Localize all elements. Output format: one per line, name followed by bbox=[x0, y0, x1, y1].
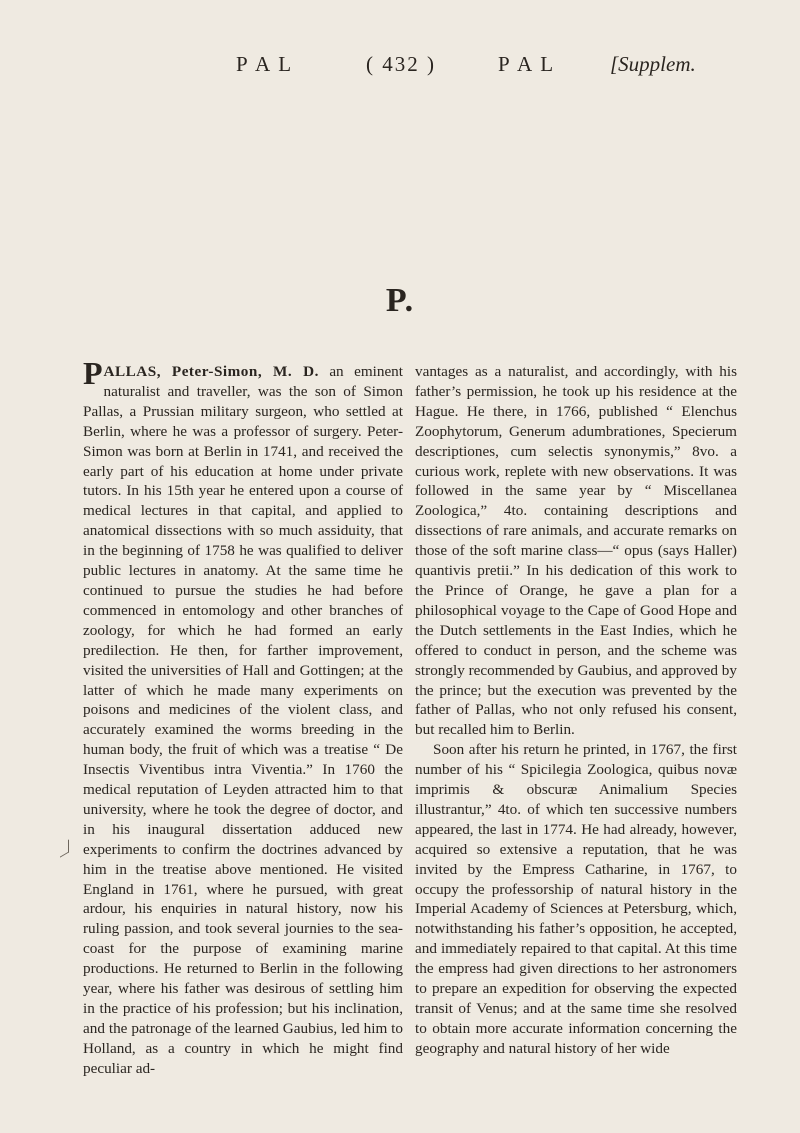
entry-paragraph-2: Soon after his return he printed, in 1767, the first number of his “ Spicilegia Zoologica, quibus novæ imprimis & obscuræ Animalium Species illustrantur,” 4to. of which ten successive numbers appeared, the last in 1774. He had already, however, acquired so extensive a reputation, that he was invited by the Empress Catharine, in 1767, to occupy the professorship of natural history in the Imperial Academy of Sciences at Petersburg, which, notwithstanding his father’s opposition, he accepted, and immediately repaired to that capital. At this time the empress had given directions to her astronomers to prepare an expedition for observing the expected transit of Venus; and at the same time she resolved to obtain more accurate information concerning the geography and natural history of her wide bbox=[415, 741, 737, 1057]
left-column bbox=[83, 355, 403, 1079]
right-column bbox=[415, 362, 737, 1059]
entry-headword: ALLAS, Peter-Simon, M. D. bbox=[103, 363, 319, 380]
entry-paragraph-1 bbox=[83, 355, 403, 1079]
header-left-title: P A L bbox=[236, 52, 294, 76]
page-number: ( 432 ) bbox=[366, 52, 436, 76]
section-letter: P. bbox=[385, 282, 415, 319]
entry-continuation: vantages as a naturalist, and accordingly, with his father’s permission, he took up his residence at the Hague. He there, in 1766, published “ Elenchus Zoophytorum, Generum adumbrationes, Specierum descriptiones, cum selectis synonymis,” 8vo. a curious work, replete with new observations. It was followed in the same year by “ Miscellanea Zoologica,” 4to. containing descriptions and dissections of rare animals, and accurate remarks on those of the soft marine class—“ opus (says Haller) quantivis pretii.” In his dedication of this work to the Prince of Orange, he gave a plan for a philosophical voyage to the Cape of Good Hope and the Dutch settlements in the East Indies, which he offered to conduct in person, and the scheme was strongly recommended by Gaubius, and approved by the prince; but the execution was prevented by the father of Pallas, who not only refused his consent, but recalled him to Berlin. bbox=[415, 363, 737, 739]
supplement-label: [Supplem. bbox=[610, 52, 696, 76]
running-header bbox=[0, 52, 800, 82]
margin-mark bbox=[60, 839, 69, 857]
header-right-title: P A L bbox=[498, 52, 556, 76]
entry-body-left: an eminent naturalist and traveller, was the son of Simon Pallas, a Prussian military surgeon, who settled at Berlin, where he was a professor of surgery. Peter-Simon was born at Berlin in 1741, and received the early part of his education at home under private tutors. In his 15th year he entered upon a course of medical lectures in that capital, and applied to anatomical dissections with so much assiduity, that in the beginning of 1758 he was qualified to deliver public lectures in anatomy. At the same time he continued to pursue the studies he had before commenced in entomology and other branches of zoology, for which he had formed an early predilection. He then, for farther improvement, visited the universities of Hall and Gottingen; at the latter of which he made many experiments on poisons and medicines of the violent class, and accurately examined the worms breeding in the human body, the fruit of which was a treatise “ De Insectis Viventibus intra Viventia.” In 1760 the medical reputation of Leyden attracted him to that university, where he took the degree of doctor, and in his inaugural dissertation adduced new experiments to confirm the doctrines advanced by him in the treatise above mentioned. He visited England in 1761, where he pursued, with great ardour, his enquiries in natural history, now his ruling passion, and took several journies to the sea-coast for the purpose of examining marine productions. He returned to Berlin in the following year, where his father was desirous of settling him in the practice of his profession; but his inclination, and the patronage of the learned Gaubius, led him to Holland, as a country in which he might find peculiar ad- bbox=[83, 363, 403, 1077]
drop-cap: P bbox=[83, 355, 103, 391]
